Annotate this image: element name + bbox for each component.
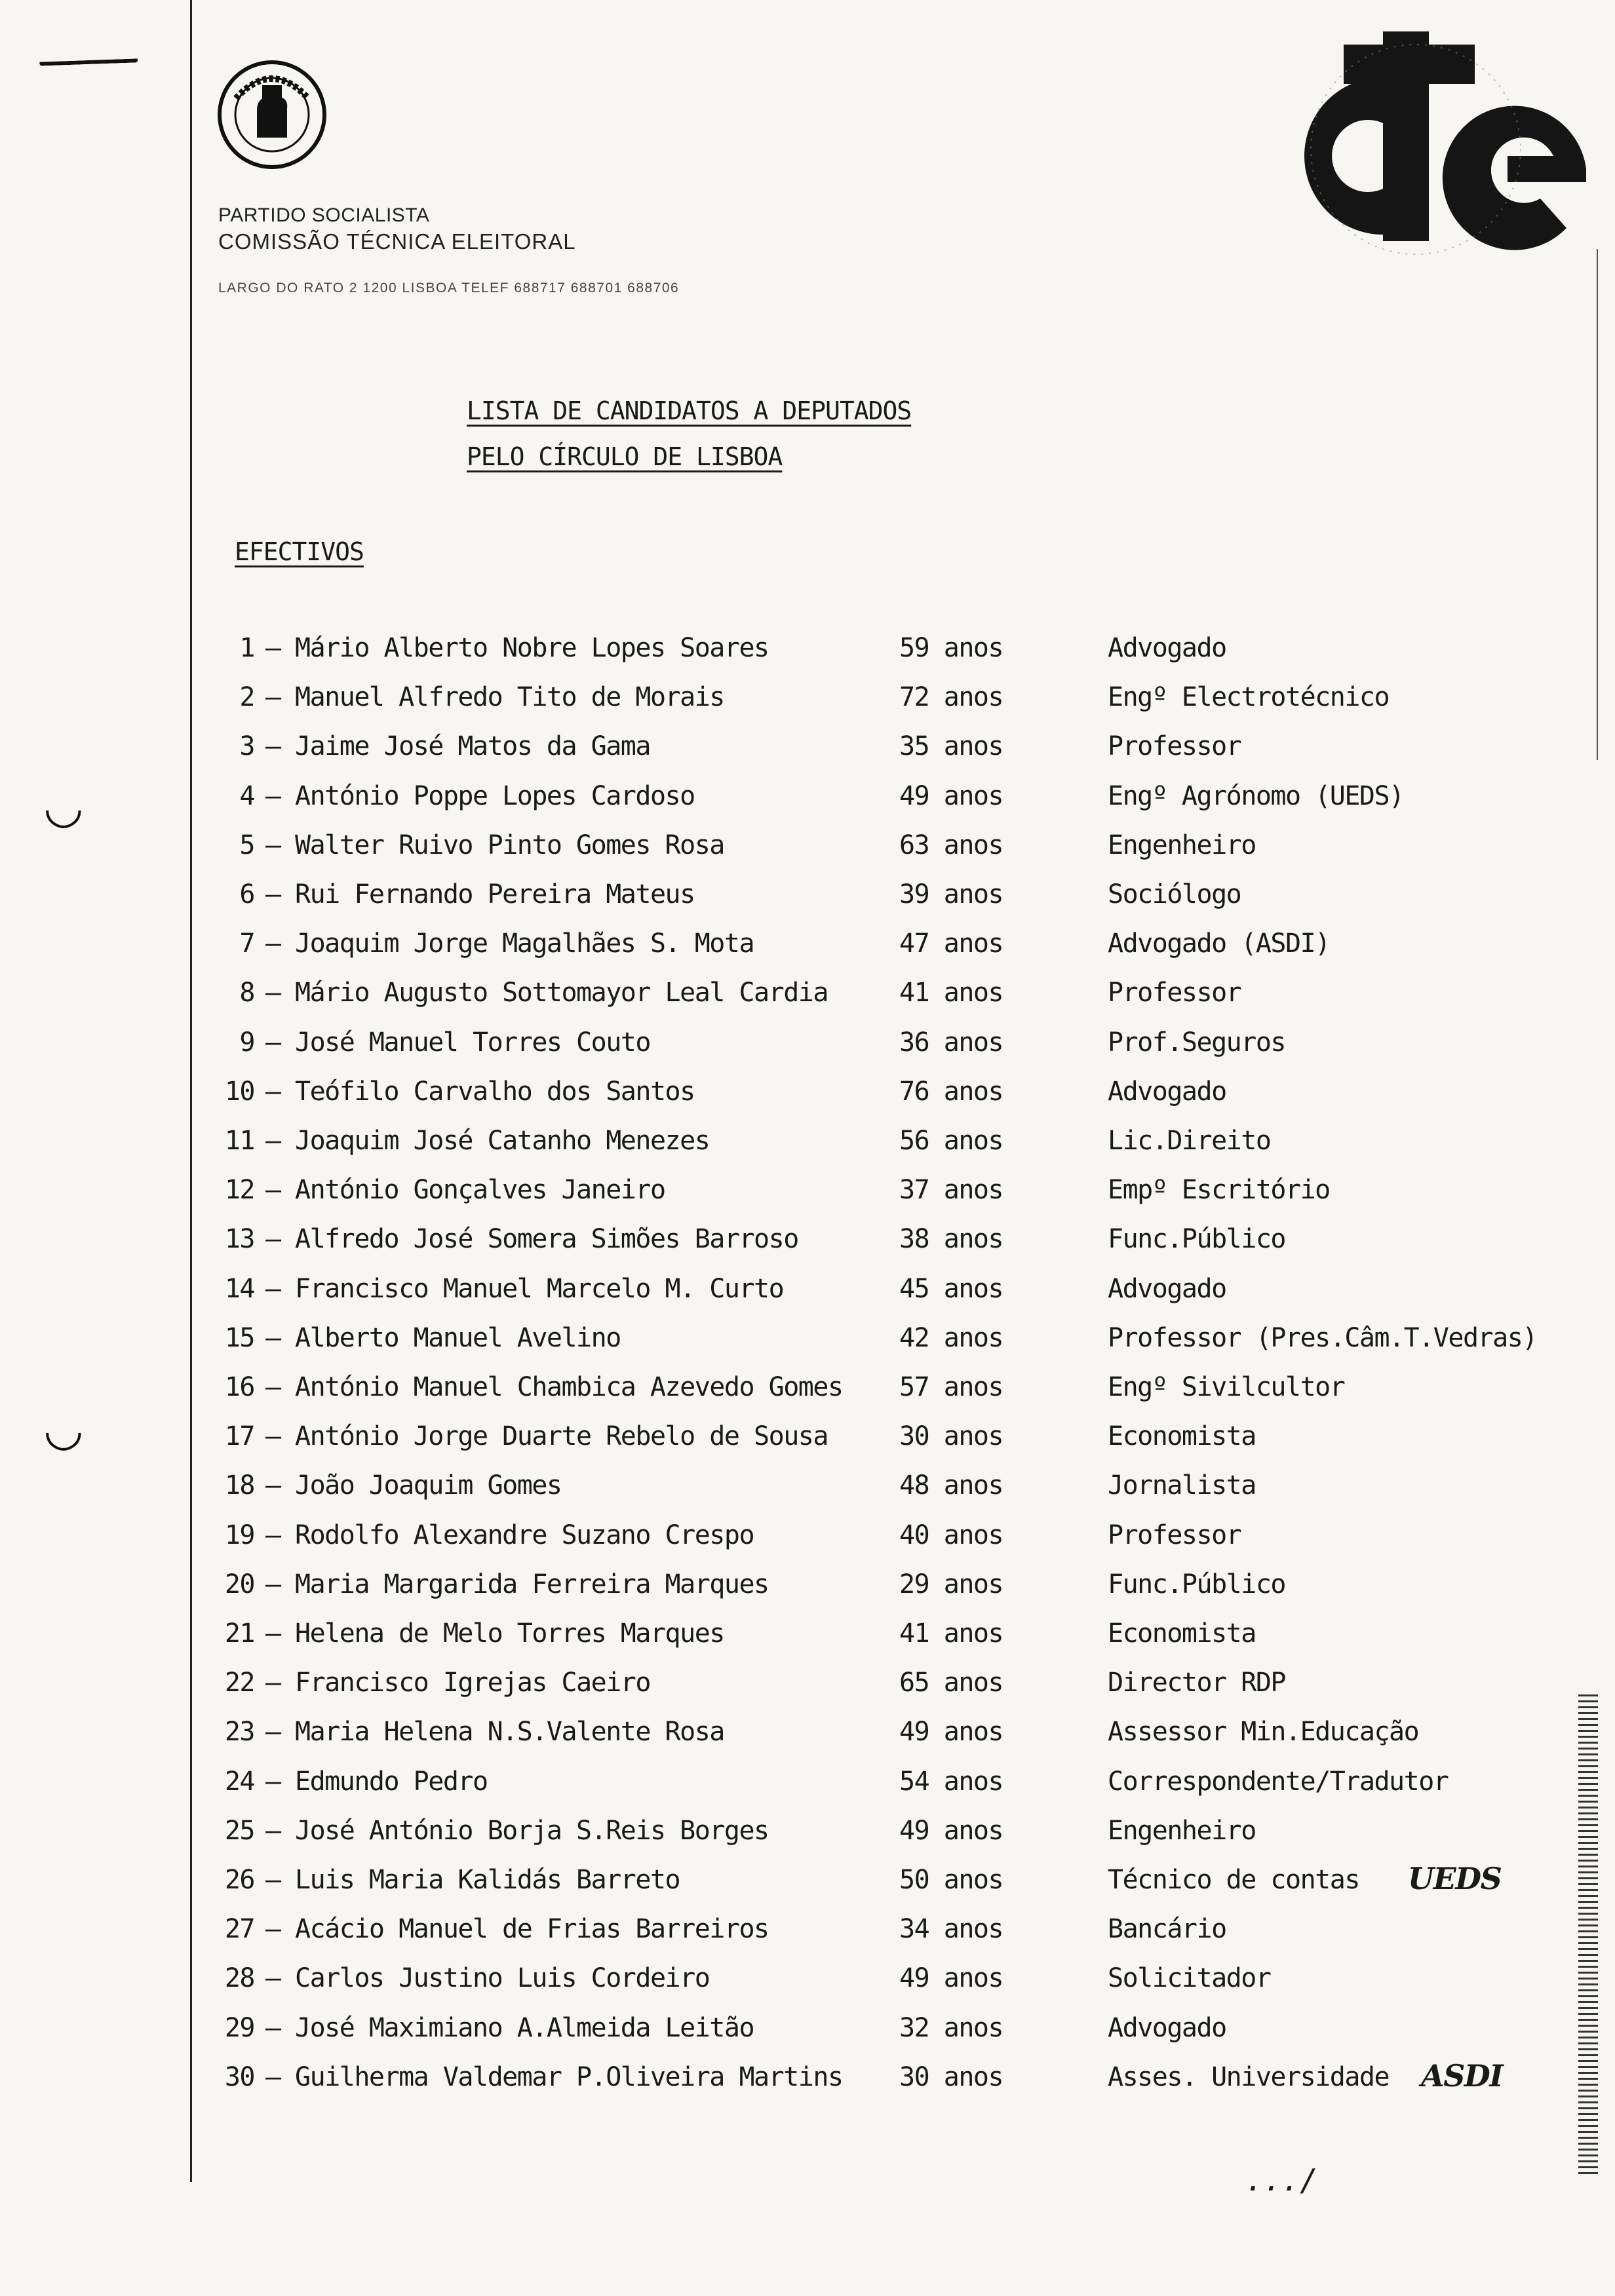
candidate-age: 72 anos bbox=[899, 682, 1003, 713]
candidate-profession: Professor bbox=[1108, 1520, 1241, 1550]
candidate-row bbox=[0, 1372, 1615, 1418]
candidate-age: 41 anos bbox=[899, 1618, 1003, 1649]
separator-dash: – bbox=[265, 633, 281, 663]
candidate-row bbox=[0, 1175, 1615, 1221]
candidate-age: 35 anos bbox=[899, 731, 1003, 762]
separator-dash: – bbox=[265, 682, 281, 713]
candidate-number: 16 bbox=[224, 1372, 254, 1402]
candidate-number: 22 bbox=[224, 1668, 254, 1698]
candidate-number: 3 bbox=[239, 731, 254, 762]
candidate-age: 76 anos bbox=[899, 1076, 1003, 1107]
candidate-number: 24 bbox=[224, 1766, 254, 1797]
candidate-age: 57 anos bbox=[899, 1372, 1003, 1402]
handwritten-annotation: ASDI bbox=[1421, 2057, 1503, 2094]
separator-dash: – bbox=[265, 978, 281, 1008]
candidate-name: José Maximiano A.Almeida Leitão bbox=[295, 2012, 754, 2043]
candidate-number: 13 bbox=[224, 1224, 254, 1255]
candidate-row bbox=[0, 1027, 1615, 1073]
candidate-profession: Correspondente/Tradutor bbox=[1108, 1766, 1449, 1797]
separator-dash: – bbox=[265, 1224, 281, 1255]
candidate-row bbox=[0, 1470, 1615, 1516]
candidate-name: Mário Augusto Sottomayor Leal Cardia bbox=[295, 978, 828, 1008]
separator-dash: – bbox=[265, 1520, 281, 1550]
candidate-row bbox=[0, 1618, 1615, 1664]
candidate-name: Joaquim Jorge Magalhães S. Mota bbox=[295, 928, 754, 959]
commission-name: COMISSÃO TÉCNICA ELEITORAL bbox=[218, 229, 576, 254]
candidate-profession: Professor bbox=[1108, 978, 1241, 1008]
candidate-profession: Empº Escritório bbox=[1108, 1175, 1330, 1206]
candidate-profession: Advogado bbox=[1108, 2012, 1226, 2043]
letterhead-address: LARGO DO RATO 2 1200 LISBOA TELEF 688717 688701 688706 bbox=[218, 280, 680, 296]
candidate-number: 26 bbox=[224, 1865, 254, 1895]
candidate-age: 65 anos bbox=[899, 1668, 1003, 1698]
candidate-profession: Engenheiro bbox=[1108, 830, 1256, 860]
separator-dash: – bbox=[265, 2012, 281, 2043]
candidate-name: José António Borja S.Reis Borges bbox=[295, 1815, 769, 1846]
candidate-profession: Advogado bbox=[1108, 633, 1226, 663]
candidate-age: 41 anos bbox=[899, 978, 1003, 1008]
candidate-age: 36 anos bbox=[899, 1027, 1003, 1058]
candidate-name: Luis Maria Kalidás Barreto bbox=[295, 1865, 680, 1895]
candidate-profession: Director RDP bbox=[1108, 1668, 1285, 1698]
candidate-age: 56 anos bbox=[899, 1126, 1003, 1156]
candidate-name: Rui Fernando Pereira Mateus bbox=[295, 879, 695, 909]
separator-dash: – bbox=[265, 1175, 281, 1206]
candidate-name: Edmundo Pedro bbox=[295, 1766, 488, 1797]
cte-logo bbox=[1232, 18, 1599, 267]
candidate-number: 9 bbox=[239, 1027, 254, 1058]
candidate-number: 1 bbox=[239, 633, 254, 663]
candidate-number: 15 bbox=[224, 1322, 254, 1353]
handwritten-annotation: UEDS bbox=[1408, 1861, 1502, 1896]
candidate-profession: Economista bbox=[1108, 1421, 1256, 1452]
candidate-row bbox=[0, 1914, 1615, 1960]
separator-dash: – bbox=[265, 1273, 281, 1304]
candidate-row bbox=[0, 682, 1615, 728]
separator-dash: – bbox=[265, 830, 281, 860]
candidate-name: António Manuel Chambica Azevedo Gomes bbox=[295, 1372, 843, 1402]
candidate-name: Guilherma Valdemar P.Oliveira Martins bbox=[295, 2061, 843, 2092]
candidate-age: 45 anos bbox=[899, 1273, 1003, 1304]
candidate-row bbox=[0, 830, 1615, 876]
party-name: PARTIDO SOCIALISTA bbox=[218, 204, 430, 226]
candidate-profession: Assessor Min.Educação bbox=[1108, 1717, 1419, 1748]
candidate-age: 48 anos bbox=[899, 1470, 1003, 1501]
top-left-scribble bbox=[39, 49, 138, 66]
candidate-profession: Solicitador bbox=[1108, 1963, 1271, 1994]
candidate-number: 11 bbox=[224, 1126, 254, 1156]
separator-dash: – bbox=[265, 1618, 281, 1649]
candidate-row bbox=[0, 781, 1615, 827]
separator-dash: – bbox=[265, 1766, 281, 1797]
candidate-number: 17 bbox=[224, 1421, 254, 1452]
candidate-name: Maria Helena N.S.Valente Rosa bbox=[295, 1717, 724, 1748]
candidate-number: 2 bbox=[239, 682, 254, 713]
candidate-name: Helena de Melo Torres Marques bbox=[295, 1618, 724, 1649]
candidate-row bbox=[0, 1963, 1615, 2009]
separator-dash: – bbox=[265, 1421, 281, 1452]
document-title-line1: LISTA DE CANDIDATOS A DEPUTADOS bbox=[467, 396, 912, 425]
separator-dash: – bbox=[265, 1027, 281, 1058]
candidate-number: 27 bbox=[224, 1914, 254, 1945]
candidate-number: 8 bbox=[239, 978, 254, 1008]
candidate-age: 54 anos bbox=[899, 1766, 1003, 1797]
candidate-number: 18 bbox=[224, 1470, 254, 1501]
candidate-profession: Professor bbox=[1108, 731, 1241, 762]
candidate-row bbox=[0, 1323, 1615, 1369]
candidate-name: Walter Ruivo Pinto Gomes Rosa bbox=[295, 830, 724, 860]
candidate-name: José Manuel Torres Couto bbox=[295, 1027, 650, 1058]
candidate-age: 63 anos bbox=[899, 830, 1003, 860]
separator-dash: – bbox=[265, 1914, 281, 1945]
separator-dash: – bbox=[265, 1470, 281, 1501]
candidate-age: 59 anos bbox=[899, 633, 1003, 663]
separator-dash: – bbox=[265, 1372, 281, 1402]
candidate-name: Alfredo José Somera Simões Barroso bbox=[295, 1224, 798, 1255]
candidate-number: 12 bbox=[224, 1175, 254, 1206]
candidate-number: 19 bbox=[224, 1520, 254, 1550]
candidate-age: 30 anos bbox=[899, 2061, 1003, 2092]
candidate-age: 49 anos bbox=[899, 780, 1003, 811]
candidate-row bbox=[0, 1224, 1615, 1270]
candidate-name: António Poppe Lopes Cardoso bbox=[295, 780, 695, 811]
candidate-row bbox=[0, 1520, 1615, 1566]
candidate-name: António Jorge Duarte Rebelo de Sousa bbox=[295, 1421, 828, 1452]
candidate-row bbox=[0, 2057, 1615, 2108]
candidate-row bbox=[0, 633, 1615, 679]
separator-dash: – bbox=[265, 780, 281, 811]
candidate-profession: Engº Electrotécnico bbox=[1108, 682, 1390, 713]
section-heading: EFECTIVOS bbox=[235, 537, 364, 566]
candidate-age: 34 anos bbox=[899, 1914, 1003, 1945]
candidate-name: Francisco Igrejas Caeiro bbox=[295, 1668, 650, 1698]
candidate-age: 37 anos bbox=[899, 1175, 1003, 1206]
candidate-age: 38 anos bbox=[899, 1224, 1003, 1255]
candidate-number: 21 bbox=[224, 1618, 254, 1649]
candidate-number: 23 bbox=[224, 1717, 254, 1748]
candidate-profession: Economista bbox=[1108, 1618, 1256, 1649]
candidate-number: 10 bbox=[224, 1076, 254, 1107]
candidate-number: 29 bbox=[224, 2012, 254, 2043]
candidate-name: Teófilo Carvalho dos Santos bbox=[295, 1076, 695, 1107]
separator-dash: – bbox=[265, 1815, 281, 1846]
document-title-line2: PELO CÍRCULO DE LISBOA bbox=[467, 442, 783, 471]
candidate-row bbox=[0, 1421, 1615, 1467]
candidate-profession: Engº Sivilcultor bbox=[1108, 1372, 1345, 1402]
candidate-row bbox=[0, 1077, 1615, 1122]
candidate-age: 49 anos bbox=[899, 1717, 1003, 1748]
candidate-profession: Engº Agrónomo (UEDS) bbox=[1108, 780, 1404, 811]
candidate-profession: Jornalista bbox=[1108, 1470, 1256, 1501]
candidate-number: 30 bbox=[224, 2061, 254, 2092]
candidate-row bbox=[0, 1717, 1615, 1763]
separator-dash: – bbox=[265, 2061, 281, 2092]
candidate-age: 50 anos bbox=[899, 1865, 1003, 1895]
candidate-age: 30 anos bbox=[899, 1421, 1003, 1452]
separator-dash: – bbox=[265, 1076, 281, 1107]
separator-dash: – bbox=[265, 879, 281, 909]
candidate-number: 4 bbox=[239, 780, 254, 811]
separator-dash: – bbox=[265, 928, 281, 959]
candidate-row bbox=[0, 731, 1615, 777]
candidate-profession: Bancário bbox=[1108, 1914, 1226, 1945]
candidate-number: 6 bbox=[239, 879, 254, 909]
candidate-number: 25 bbox=[224, 1815, 254, 1846]
candidate-profession: Técnico de contas bbox=[1108, 1865, 1359, 1895]
candidate-age: 49 anos bbox=[899, 1815, 1003, 1846]
candidate-name: João Joaquim Gomes bbox=[295, 1470, 562, 1501]
candidate-row bbox=[0, 978, 1615, 1024]
separator-dash: – bbox=[265, 1322, 281, 1353]
candidate-profession: Advogado bbox=[1108, 1273, 1226, 1304]
candidate-row bbox=[0, 1668, 1615, 1713]
candidate-profession: Professor (Pres.Câm.T.Vedras) bbox=[1108, 1322, 1537, 1353]
candidate-age: 29 anos bbox=[899, 1569, 1003, 1599]
candidate-name: Manuel Alfredo Tito de Morais bbox=[295, 682, 724, 713]
candidate-profession: Asses. Universidade bbox=[1108, 2061, 1390, 2092]
candidate-number: 5 bbox=[239, 830, 254, 860]
candidate-number: 28 bbox=[224, 1963, 254, 1994]
separator-dash: – bbox=[265, 1126, 281, 1156]
candidate-name: Acácio Manuel de Frias Barreiros bbox=[295, 1914, 769, 1945]
punch-hole-mark-2: ◡ bbox=[46, 1402, 81, 1456]
candidate-age: 42 anos bbox=[899, 1322, 1003, 1353]
separator-dash: – bbox=[265, 1865, 281, 1895]
candidate-row bbox=[0, 1126, 1615, 1172]
separator-dash: – bbox=[265, 1569, 281, 1599]
candidate-profession: Prof.Seguros bbox=[1108, 1027, 1285, 1058]
candidate-name: Jaime José Matos da Gama bbox=[295, 731, 650, 762]
continuation-mark: .../ bbox=[1245, 2162, 1318, 2198]
candidate-number: 7 bbox=[239, 928, 254, 959]
candidate-profession: Advogado bbox=[1108, 1076, 1226, 1107]
candidate-profession: Func.Público bbox=[1108, 1224, 1285, 1255]
candidate-age: 40 anos bbox=[899, 1520, 1003, 1550]
candidate-row bbox=[0, 1569, 1615, 1615]
candidate-name: Mário Alberto Nobre Lopes Soares bbox=[295, 633, 769, 663]
candidate-profession: Advogado (ASDI) bbox=[1108, 928, 1330, 959]
candidate-name: Alberto Manuel Avelino bbox=[295, 1322, 621, 1353]
punch-hole-mark-1: ◡ bbox=[46, 780, 81, 833]
candidate-profession: Lic.Direito bbox=[1108, 1126, 1271, 1156]
party-emblem-icon bbox=[216, 59, 328, 170]
candidate-row bbox=[0, 1274, 1615, 1320]
candidate-row bbox=[0, 2013, 1615, 2059]
candidate-row bbox=[0, 879, 1615, 925]
separator-dash: – bbox=[265, 731, 281, 762]
candidate-name: António Gonçalves Janeiro bbox=[295, 1175, 665, 1206]
candidate-profession: Sociólogo bbox=[1108, 879, 1241, 909]
candidate-row bbox=[0, 1816, 1615, 1862]
candidate-profession: Engenheiro bbox=[1108, 1815, 1256, 1846]
separator-dash: – bbox=[265, 1963, 281, 1994]
separator-dash: – bbox=[265, 1668, 281, 1698]
candidate-profession: Func.Público bbox=[1108, 1569, 1285, 1599]
candidate-name: Carlos Justino Luis Cordeiro bbox=[295, 1963, 710, 1994]
candidate-age: 32 anos bbox=[899, 2012, 1003, 2043]
candidate-row bbox=[0, 928, 1615, 974]
candidate-row bbox=[0, 1861, 1615, 1911]
candidate-name: Rodolfo Alexandre Suzano Crespo bbox=[295, 1520, 754, 1550]
candidate-name: Maria Margarida Ferreira Marques bbox=[295, 1569, 769, 1599]
candidate-row bbox=[0, 1767, 1615, 1812]
candidate-number: 14 bbox=[224, 1273, 254, 1304]
candidate-age: 49 anos bbox=[899, 1963, 1003, 1994]
candidate-number: 20 bbox=[224, 1569, 254, 1599]
candidate-age: 39 anos bbox=[899, 879, 1003, 909]
candidate-name: Joaquim José Catanho Menezes bbox=[295, 1126, 710, 1156]
separator-dash: – bbox=[265, 1717, 281, 1748]
candidate-age: 47 anos bbox=[899, 928, 1003, 959]
candidate-name: Francisco Manuel Marcelo M. Curto bbox=[295, 1273, 784, 1304]
